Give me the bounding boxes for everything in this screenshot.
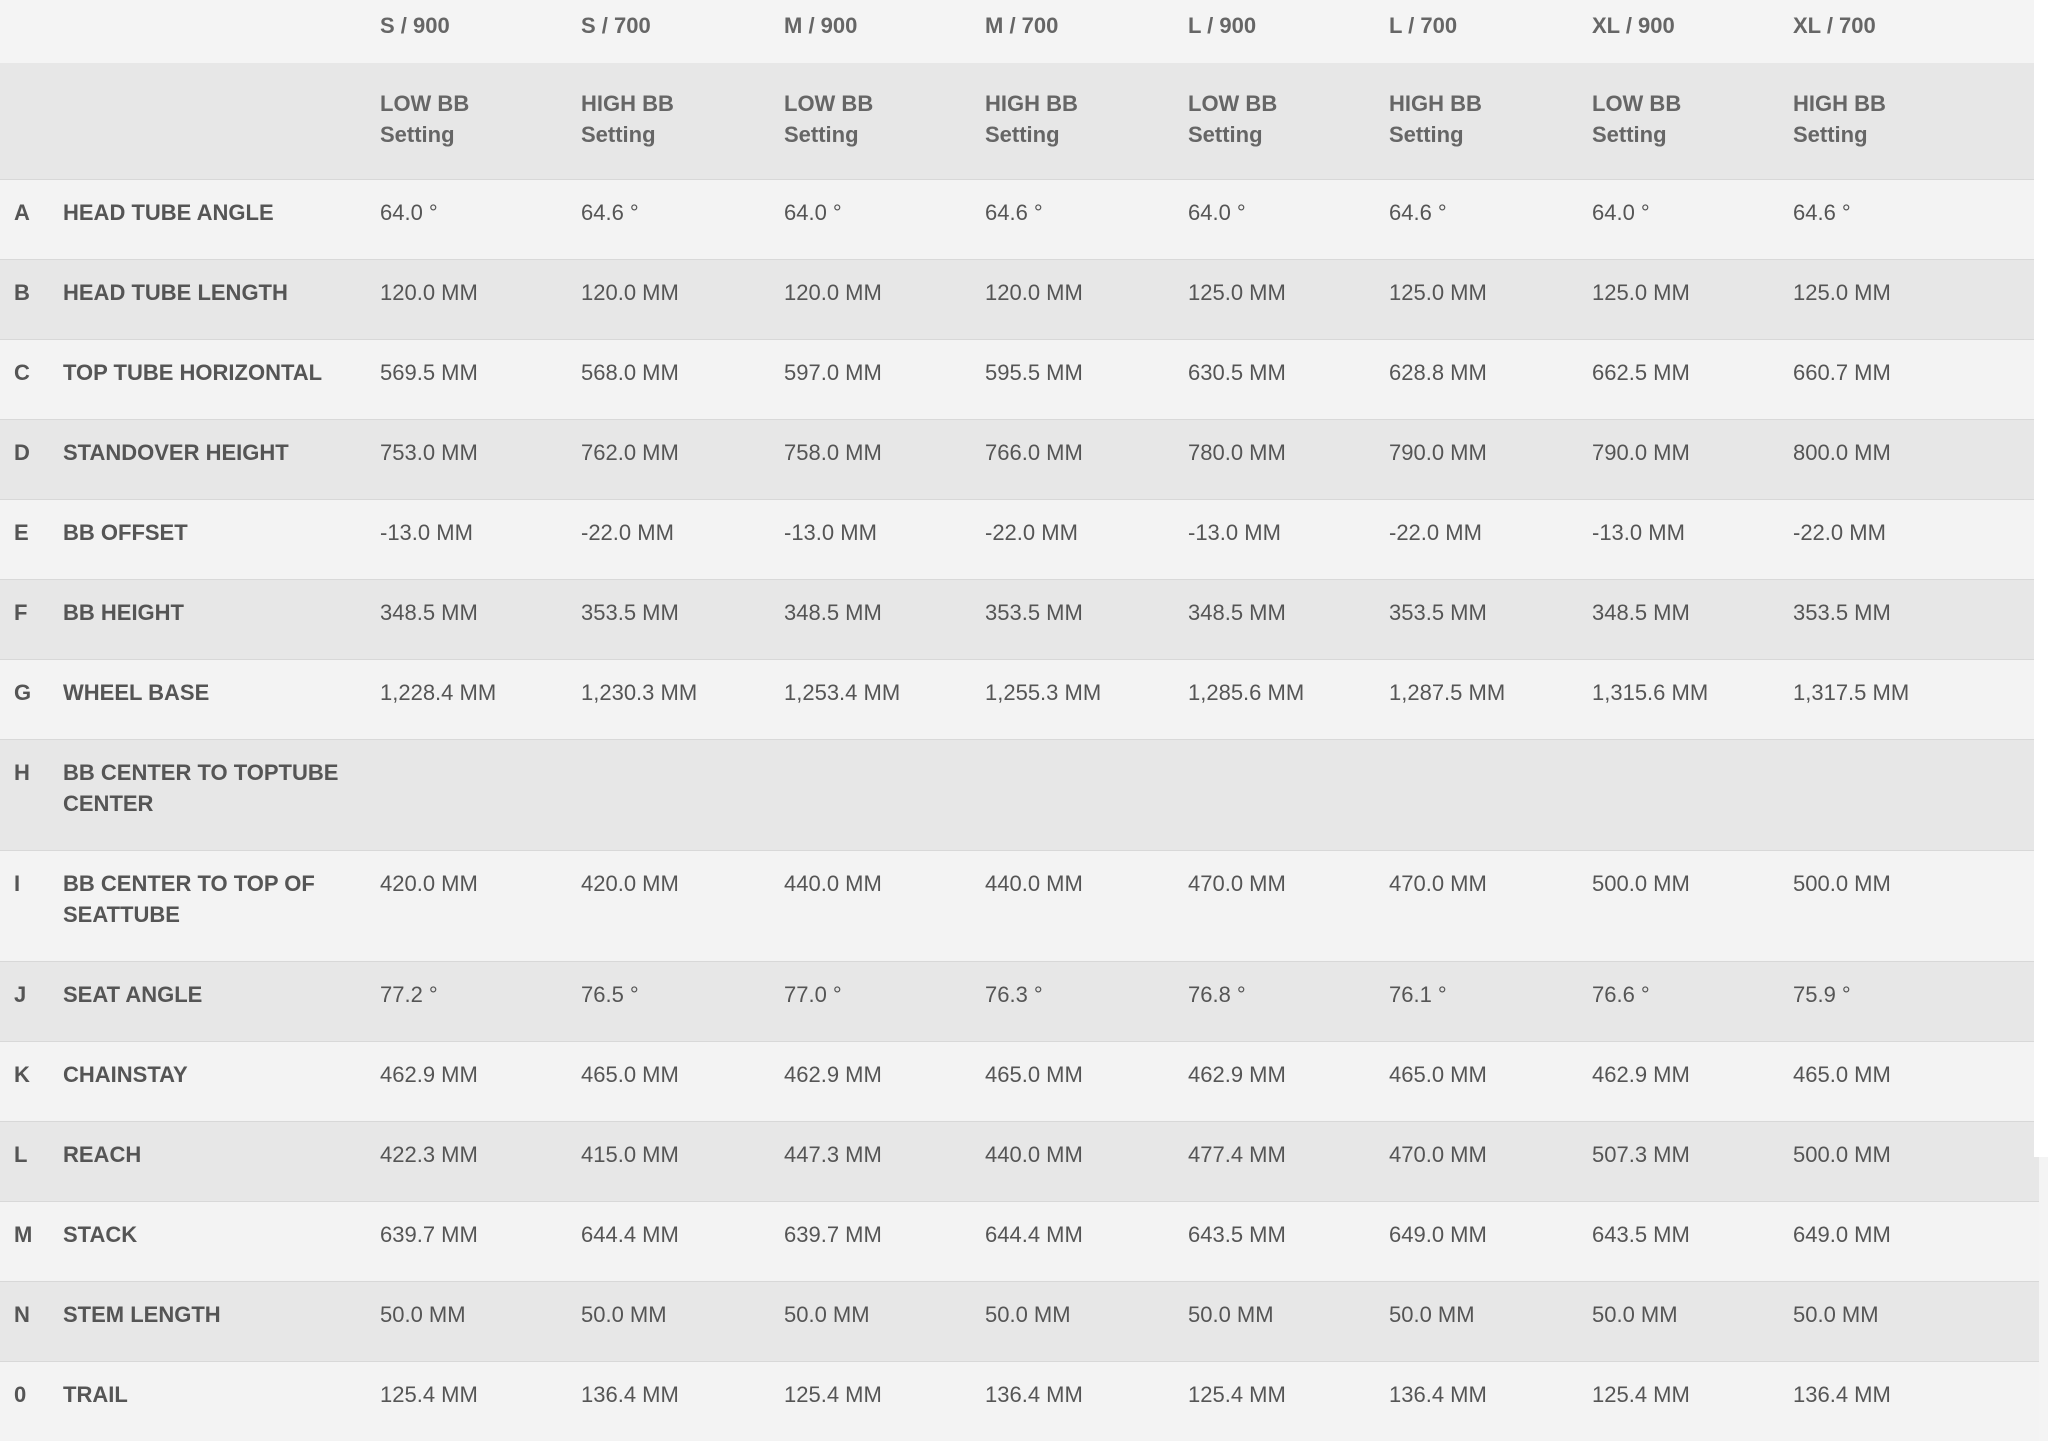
table-cell: 76.1 ° — [1389, 962, 1592, 1042]
table-cell: 120.0 MM — [784, 260, 985, 340]
table-cell: 125.0 MM — [1389, 260, 1592, 340]
table-cell — [784, 740, 985, 851]
table-cell: 64.0 ° — [380, 180, 581, 260]
table-cell: 50.0 MM — [1592, 1282, 1793, 1362]
table-cell: 64.6 ° — [581, 180, 784, 260]
table-cell: 50.0 MM — [581, 1282, 784, 1362]
table-row — [0, 260, 2039, 340]
table-cell: 64.6 ° — [1389, 180, 1592, 260]
table-row — [0, 1122, 2039, 1202]
table-cell: 639.7 MM — [380, 1202, 581, 1282]
table-cell: -13.0 MM — [1188, 500, 1389, 580]
table-cell: 1,255.3 MM — [985, 660, 1188, 740]
bb-setting-header — [985, 63, 1188, 180]
table-cell: 136.4 MM — [1389, 1362, 1592, 1441]
table-cell: 465.0 MM — [581, 1042, 784, 1122]
row-letter: A — [0, 180, 63, 260]
table-cell: -22.0 MM — [1389, 500, 1592, 580]
table-cell: 597.0 MM — [784, 340, 985, 420]
table-row — [0, 500, 2039, 580]
table-cell: 76.8 ° — [1188, 962, 1389, 1042]
table-cell: 76.5 ° — [581, 962, 784, 1042]
bb-setting-sub: Setting — [380, 122, 455, 147]
row-letter: J — [0, 962, 63, 1042]
table-cell: 50.0 MM — [985, 1282, 1188, 1362]
table-cell: 353.5 MM — [581, 580, 784, 660]
row-label: STEM LENGTH — [63, 1282, 380, 1362]
table-cell: 643.5 MM — [1592, 1202, 1793, 1282]
row-label: SEAT ANGLE — [63, 962, 380, 1042]
table-cell: 348.5 MM — [1188, 580, 1389, 660]
table-cell: 1,230.3 MM — [581, 660, 784, 740]
row-letter: L — [0, 1122, 63, 1202]
table-cell: 477.4 MM — [1188, 1122, 1389, 1202]
bb-setting-name: LOW BB — [380, 91, 469, 116]
table-cell: 662.5 MM — [1592, 340, 1793, 420]
table-cell: 1,253.4 MM — [784, 660, 985, 740]
table-cell: 470.0 MM — [1389, 851, 1592, 962]
table-cell: 64.6 ° — [1793, 180, 2039, 260]
bb-setting-sub: Setting — [1188, 122, 1263, 147]
table-cell: 595.5 MM — [985, 340, 1188, 420]
row-label: TRAIL — [63, 1362, 380, 1441]
row-letter: E — [0, 500, 63, 580]
table-cell: 507.3 MM — [1592, 1122, 1793, 1202]
row-label: REACH — [63, 1122, 380, 1202]
table-row — [0, 580, 2039, 660]
table-cell: 762.0 MM — [581, 420, 784, 500]
row-letter: M — [0, 1202, 63, 1282]
row-label: BB OFFSET — [63, 500, 380, 580]
row-label: BB HEIGHT — [63, 580, 380, 660]
table-cell: 348.5 MM — [380, 580, 581, 660]
bb-setting-name: HIGH BB — [581, 91, 674, 116]
table-row — [0, 1282, 2039, 1362]
table-cell: 120.0 MM — [581, 260, 784, 340]
row-letter: N — [0, 1282, 63, 1362]
table-cell: 50.0 MM — [784, 1282, 985, 1362]
bb-setting-header — [1188, 63, 1389, 180]
table-cell: 76.3 ° — [985, 962, 1188, 1042]
row-letter: F — [0, 580, 63, 660]
table-row — [0, 180, 2039, 260]
row-letter: G — [0, 660, 63, 740]
table-row — [0, 1042, 2039, 1122]
table-cell — [985, 740, 1188, 851]
bb-setting-name: LOW BB — [1592, 91, 1681, 116]
row-label: STACK — [63, 1202, 380, 1282]
bb-setting-sub: Setting — [581, 122, 656, 147]
table-cell: 125.0 MM — [1188, 260, 1389, 340]
table-cell: 64.0 ° — [1592, 180, 1793, 260]
bb-setting-sub: Setting — [985, 122, 1060, 147]
table-cell: 447.3 MM — [784, 1122, 985, 1202]
table-cell: 125.4 MM — [1188, 1362, 1389, 1441]
table-cell: 639.7 MM — [784, 1202, 985, 1282]
row-label: HEAD TUBE LENGTH — [63, 260, 380, 340]
table-cell: 440.0 MM — [985, 851, 1188, 962]
table-cell — [581, 740, 784, 851]
table-cell: 348.5 MM — [1592, 580, 1793, 660]
table-cell: 569.5 MM — [380, 340, 581, 420]
table-cell: 470.0 MM — [1188, 851, 1389, 962]
table-cell: 644.4 MM — [581, 1202, 784, 1282]
table-cell: 120.0 MM — [380, 260, 581, 340]
table-row — [0, 851, 2039, 962]
table-row — [0, 340, 2039, 420]
table-cell: 50.0 MM — [1793, 1282, 2039, 1362]
table-cell: 780.0 MM — [1188, 420, 1389, 500]
table-cell: 649.0 MM — [1793, 1202, 2039, 1282]
table-cell: 766.0 MM — [985, 420, 1188, 500]
bb-setting-header — [1592, 63, 1793, 180]
row-letter: B — [0, 260, 63, 340]
bb-setting-sub: Setting — [1793, 122, 1868, 147]
size-header: XL / 900 — [1592, 0, 1793, 63]
row-letter: H — [0, 740, 63, 851]
table-cell: 125.4 MM — [784, 1362, 985, 1441]
table-row — [0, 1362, 2039, 1441]
table-cell: 64.6 ° — [985, 180, 1188, 260]
table-cell: -13.0 MM — [1592, 500, 1793, 580]
row-letter: C — [0, 340, 63, 420]
bb-setting-header-row — [0, 63, 2039, 180]
table-cell: 1,285.6 MM — [1188, 660, 1389, 740]
table-cell: 1,287.5 MM — [1389, 660, 1592, 740]
size-header: XL / 700 — [1793, 0, 2039, 63]
table-cell: 644.4 MM — [985, 1202, 1188, 1282]
header-empty-label — [63, 0, 380, 63]
table-cell: 77.0 ° — [784, 962, 985, 1042]
row-label: TOP TUBE HORIZONTAL — [63, 340, 380, 420]
table-cell — [380, 740, 581, 851]
bb-setting-header — [1389, 63, 1592, 180]
subheader-empty-label — [63, 63, 380, 180]
table-cell: 568.0 MM — [581, 340, 784, 420]
table-cell: 422.3 MM — [380, 1122, 581, 1202]
bb-setting-name: LOW BB — [1188, 91, 1277, 116]
table-cell: 136.4 MM — [1793, 1362, 2039, 1441]
table-cell: 465.0 MM — [985, 1042, 1188, 1122]
bb-setting-header — [581, 63, 784, 180]
table-cell: 75.9 ° — [1793, 962, 2039, 1042]
table-cell: 415.0 MM — [581, 1122, 784, 1202]
size-header: M / 700 — [985, 0, 1188, 63]
table-cell: 470.0 MM — [1389, 1122, 1592, 1202]
table-cell: 462.9 MM — [1188, 1042, 1389, 1122]
table-cell: 462.9 MM — [380, 1042, 581, 1122]
row-letter: 0 — [0, 1362, 63, 1441]
table-cell: 353.5 MM — [1389, 580, 1592, 660]
table-cell: 500.0 MM — [1793, 1122, 2039, 1202]
row-letter: K — [0, 1042, 63, 1122]
bb-setting-sub: Setting — [1389, 122, 1464, 147]
table-row — [0, 420, 2039, 500]
table-cell — [1188, 740, 1389, 851]
table-cell: 790.0 MM — [1389, 420, 1592, 500]
table-cell: 136.4 MM — [985, 1362, 1188, 1441]
table-cell: 348.5 MM — [784, 580, 985, 660]
bb-setting-header — [784, 63, 985, 180]
table-cell: 125.0 MM — [1793, 260, 2039, 340]
size-header: L / 900 — [1188, 0, 1389, 63]
row-label: BB CENTER TO TOP OF SEATTUBE — [63, 851, 380, 962]
table-cell: -22.0 MM — [985, 500, 1188, 580]
table-cell: 120.0 MM — [985, 260, 1188, 340]
table-cell: 440.0 MM — [784, 851, 985, 962]
table-cell: 630.5 MM — [1188, 340, 1389, 420]
table-cell: 758.0 MM — [784, 420, 985, 500]
table-cell: 660.7 MM — [1793, 340, 2039, 420]
page-edge — [2034, 0, 2048, 1157]
geometry-table-body — [0, 180, 2039, 1441]
bb-setting-name: HIGH BB — [985, 91, 1078, 116]
table-row — [0, 1202, 2039, 1282]
table-cell: -13.0 MM — [784, 500, 985, 580]
size-header: L / 700 — [1389, 0, 1592, 63]
bb-setting-name: HIGH BB — [1389, 91, 1482, 116]
table-cell: 465.0 MM — [1793, 1042, 2039, 1122]
table-cell: 440.0 MM — [985, 1122, 1188, 1202]
bb-setting-sub: Setting — [784, 122, 859, 147]
row-label: BB CENTER TO TOPTUBE CENTER — [63, 740, 380, 851]
table-cell: 353.5 MM — [985, 580, 1188, 660]
table-cell: 76.6 ° — [1592, 962, 1793, 1042]
table-cell: 64.0 ° — [784, 180, 985, 260]
table-cell — [1793, 740, 2039, 851]
table-cell: 420.0 MM — [581, 851, 784, 962]
size-header: S / 700 — [581, 0, 784, 63]
row-label: STANDOVER HEIGHT — [63, 420, 380, 500]
table-cell: 462.9 MM — [1592, 1042, 1793, 1122]
size-header: S / 900 — [380, 0, 581, 63]
table-cell: 1,228.4 MM — [380, 660, 581, 740]
table-cell: -13.0 MM — [380, 500, 581, 580]
row-letter: D — [0, 420, 63, 500]
row-label: HEAD TUBE ANGLE — [63, 180, 380, 260]
table-cell: 800.0 MM — [1793, 420, 2039, 500]
row-label: CHAINSTAY — [63, 1042, 380, 1122]
table-cell — [1592, 740, 1793, 851]
subheader-empty-letter — [0, 63, 63, 180]
table-cell: 125.4 MM — [380, 1362, 581, 1441]
table-cell: 462.9 MM — [784, 1042, 985, 1122]
table-cell: 628.8 MM — [1389, 340, 1592, 420]
bb-setting-header — [1793, 63, 2039, 180]
table-row — [0, 740, 2039, 851]
table-cell: -22.0 MM — [1793, 500, 2039, 580]
table-cell: 790.0 MM — [1592, 420, 1793, 500]
table-cell: 353.5 MM — [1793, 580, 2039, 660]
table-cell: 50.0 MM — [380, 1282, 581, 1362]
table-cell: 643.5 MM — [1188, 1202, 1389, 1282]
table-cell: 64.0 ° — [1188, 180, 1389, 260]
table-cell: 125.4 MM — [1592, 1362, 1793, 1441]
table-row — [0, 962, 2039, 1042]
table-cell: 753.0 MM — [380, 420, 581, 500]
bb-setting-name: LOW BB — [784, 91, 873, 116]
table-cell: 50.0 MM — [1389, 1282, 1592, 1362]
table-cell: 500.0 MM — [1592, 851, 1793, 962]
table-cell: 649.0 MM — [1389, 1202, 1592, 1282]
table-cell: -22.0 MM — [581, 500, 784, 580]
size-header-row — [0, 0, 2039, 63]
table-cell — [1389, 740, 1592, 851]
table-cell: 465.0 MM — [1389, 1042, 1592, 1122]
table-row — [0, 660, 2039, 740]
bb-setting-header — [380, 63, 581, 180]
row-letter: I — [0, 851, 63, 962]
table-cell: 77.2 ° — [380, 962, 581, 1042]
bb-setting-name: HIGH BB — [1793, 91, 1886, 116]
table-cell: 420.0 MM — [380, 851, 581, 962]
table-cell: 136.4 MM — [581, 1362, 784, 1441]
table-cell: 1,315.6 MM — [1592, 660, 1793, 740]
table-cell: 50.0 MM — [1188, 1282, 1389, 1362]
header-empty-letter — [0, 0, 63, 63]
size-header: M / 900 — [784, 0, 985, 63]
bb-setting-sub: Setting — [1592, 122, 1667, 147]
table-cell: 500.0 MM — [1793, 851, 2039, 962]
table-cell: 1,317.5 MM — [1793, 660, 2039, 740]
row-label: WHEEL BASE — [63, 660, 380, 740]
table-cell: 125.0 MM — [1592, 260, 1793, 340]
